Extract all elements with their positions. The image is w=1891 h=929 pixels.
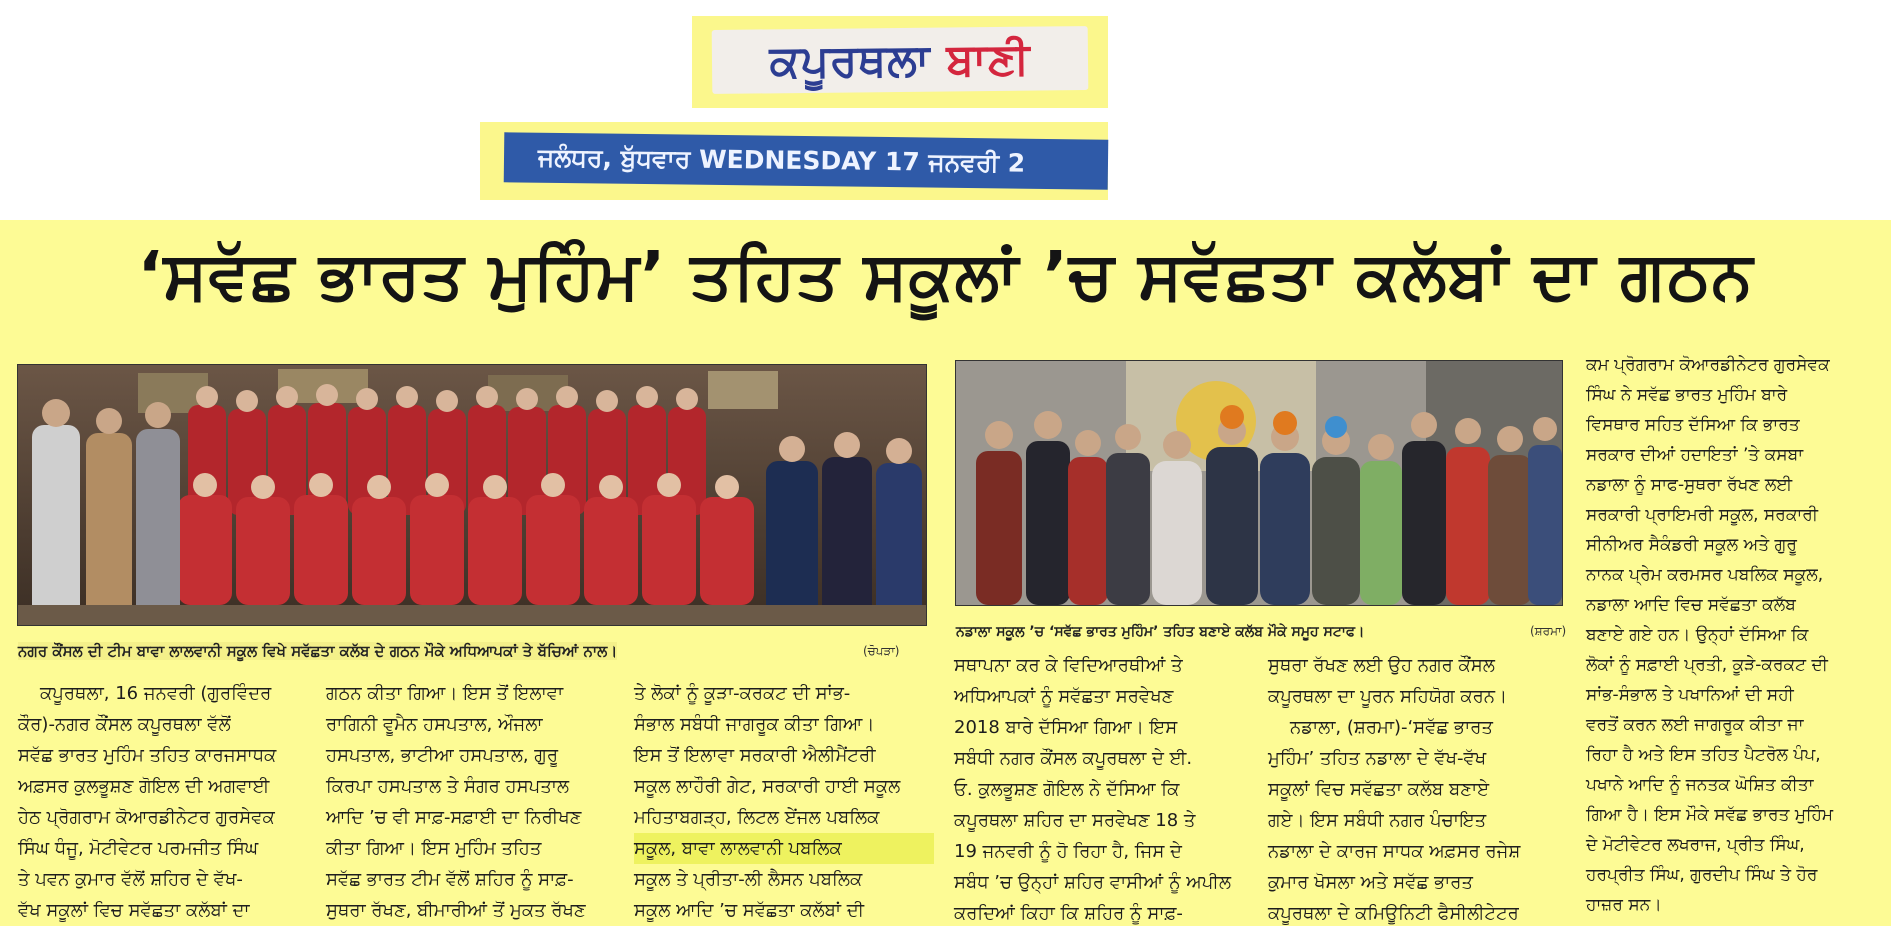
col5-line: ਕਪੂਰਥਲਾ ਦੇ ਕਮਿਊਨਿਟੀ ਫੈਸੀਲੀਟੇਟਰ xyxy=(1268,903,1519,924)
col6-line: ਬਣਾਏ ਗਏ ਹਨ। ਉਨ੍ਹਾਂ ਦੱਸਿਆ ਕਿ xyxy=(1586,625,1809,645)
masthead-part2: ਬਾਣੀ xyxy=(946,33,1031,86)
col6-line: ਗਿਆ ਹੈ। ਇਸ ਮੌਕੇ ਸਵੱਛ ਭਾਰਤ ਮੁਹਿੰਮ xyxy=(1586,805,1834,825)
col1-line: ਹੇਠ ਪ੍ਰੋਗਰਾਮ ਕੋਆਰਡੀਨੇਟਰ ਗੁਰਸੇਵਕ xyxy=(18,807,275,828)
col6-line: ਦੇ ਮੋਟੀਵੇਟਰ ਲਖਰਾਜ, ਪ੍ਰੀਤ ਸਿੰਘ, xyxy=(1586,835,1805,855)
col5-line: ਨਡਾਲਾ, (ਸ਼ਰਮਾ)-‘ਸਵੱਛ ਭਾਰਤ xyxy=(1290,717,1493,738)
col1-line: ਸਿੰਘ ਧੰਜੂ, ਮੋਟੀਵੇਟਰ ਪਰਮਜੀਤ ਸਿੰਘ xyxy=(18,838,259,859)
col5-line: ਕਪੂਰਥਲਾ ਦਾ ਪੂਰਨ ਸਹਿਯੋਗ ਕਰਨ। xyxy=(1268,686,1508,707)
col4-line: ਸਬੰਧੀ ਨਗਰ ਕੌਂਸਲ ਕਪੂਰਥਲਾ ਦੇ ਈ. xyxy=(954,748,1193,769)
col1-line: ਸਵੱਛ ਭਾਰਤ ਮੁਹਿੰਮ ਤਹਿਤ ਕਾਰਜਸਾਧਕ xyxy=(18,745,277,766)
col1-line: ਕੌਰ)-ਨਗਰ ਕੌਂਸਲ ਕਪੂਰਥਲਾ ਵੱਲੋਂ xyxy=(18,714,231,735)
col6-line: ਵਿਸਥਾਰ ਸਹਿਤ ਦੱਸਿਆ ਕਿ ਭਾਰਤ xyxy=(1586,415,1800,435)
col6-line: ਨਡਾਲਾ ਨੂੰ ਸਾਫ-ਸੁਥਰਾ ਰੱਖਣ ਲਈ xyxy=(1586,475,1793,495)
col4-line: ਅਧਿਆਪਕਾਂ ਨੂੰ ਸਵੱਛਤਾ ਸਰਵੇਖਣ xyxy=(954,686,1174,707)
photo1-caption: ਨਗਰ ਕੌਂਸਲ ਦੀ ਟੀਮ ਬਾਵਾ ਲਾਲਵਾਨੀ ਸਕੂਲ ਵਿਖੇ ਸਵੱਛਤਾ ਕਲੱਬ ਦੇ ਗਠਨ ਮੌਕੇ ਅਧਿਆਪਕਾਂ ਤੇ ਬੱਚਿਆਂ ਨਾਲ। xyxy=(18,642,618,660)
col5-line: ਮੁਹਿੰਮ’ ਤਹਿਤ ਨਡਾਲਾ ਦੇ ਵੱਖ-ਵੱਖ xyxy=(1268,748,1487,769)
col4-line: ਕਰਦਿਆਂ ਕਿਹਾ ਕਿ ਸ਼ਹਿਰ ਨੂੰ ਸਾਫ਼- xyxy=(954,903,1183,924)
article-column-6 xyxy=(1586,350,1882,920)
col6-line: ਪਖਾਨੇ ਆਦਿ ਨੂੰ ਜਨਤਕ ਘੋਸ਼ਿਤ ਕੀਤਾ xyxy=(1586,775,1814,795)
col4-line: ਕਪੂਰਥਲਾ ਸ਼ਹਿਰ ਦਾ ਸਰਵੇਖਣ 18 ਤੇ xyxy=(954,810,1196,831)
col3-line: ਸਕੂਲ ਲਾਹੌਰੀ ਗੇਟ, ਸਰਕਾਰੀ ਹਾਈ ਸਕੂਲ xyxy=(634,776,901,797)
col3-line: ਸੰਭਾਲ ਸਬੰਧੀ ਜਾਗਰੂਕ ਕੀਤਾ ਗਿਆ। xyxy=(634,714,875,735)
article-column-5 xyxy=(1268,650,1562,929)
col5-line: ਕੁਮਾਰ ਖੋਸਲਾ ਅਤੇ ਸਵੱਛ ਭਾਰਤ xyxy=(1268,872,1473,893)
col6-line: ਕਮ ਪ੍ਰੋਗਰਾਮ ਕੋਆਰਡੀਨੇਟਰ ਗੁਰਸੇਵਕ xyxy=(1586,355,1830,375)
col3-line: ਸਕੂਲ, ਬਾਵਾ ਲਾਲਵਾਨੀ ਪਬਲਿਕ xyxy=(634,833,934,864)
col5-line: ਸੁਥਰਾ ਰੱਖਣ ਲਈ ਉਹ ਨਗਰ ਕੌਂਸਲ xyxy=(1268,655,1495,676)
col1-line: ਅਫ਼ਸਰ ਕੁਲਭੂਸ਼ਣ ਗੋਇਲ ਦੀ ਅਗਵਾਈ xyxy=(18,776,270,797)
col6-line: ਨਡਾਲਾ ਆਦਿ ਵਿਚ ਸਵੱਛਤਾ ਕਲੱਬ xyxy=(1586,595,1796,615)
photo2-credit: (ਸ਼ਰਮਾ) xyxy=(1530,624,1567,638)
col2-line: ਸਵੱਛ ਭਾਰਤ ਟੀਮ ਵੱਲੋਂ ਸ਼ਹਿਰ ਨੂੰ ਸਾਫ਼- xyxy=(326,869,574,890)
col6-line: ਹਰਪ੍ਰੀਤ ਸਿੰਘ, ਗੁਰਦੀਪ ਸਿੰਘ ਤੇ ਹੋਰ xyxy=(1586,865,1818,885)
article-column-1 xyxy=(18,678,314,926)
dateline-strip xyxy=(480,122,1108,200)
masthead-part1: ਕਪੂਰਥਲਾ xyxy=(769,34,931,87)
col3-line: ਸਕੂਲ ਆਦਿ ’ਚ ਸਵੱਛਤਾ ਕਲੱਬਾਂ ਦੀ xyxy=(634,900,865,921)
col2-line: ਗਠਨ ਕੀਤਾ ਗਿਆ। ਇਸ ਤੋਂ ਇਲਾਵਾ xyxy=(326,683,564,704)
col3-line: ਤੇ ਲੋਕਾਂ ਨੂੰ ਕੂੜਾ-ਕਰਕਟ ਦੀ ਸਾਂਭ- xyxy=(634,683,851,704)
col2-line: ਸੁਥਰਾ ਰੱਖਣ, ਬੀਮਾਰੀਆਂ ਤੋਂ ਮੁਕਤ ਰੱਖਣ xyxy=(326,900,586,921)
col1-line: ਤੇ ਪਵਨ ਕੁਮਾਰ ਵੱਲੋਂ ਸ਼ਹਿਰ ਦੇ ਵੱਖ- xyxy=(18,869,243,890)
col3-line: ਇਸ ਤੋਂ ਇਲਾਵਾ ਸਰਕਾਰੀ ਐਲੀਮੈਂਟਰੀ xyxy=(634,745,876,766)
col4-line: ਸਬੰਧ ’ਚ ਉਨ੍ਹਾਂ ਸ਼ਹਿਰ ਵਾਸੀਆਂ ਨੂੰ ਅਪੀਲ xyxy=(954,872,1231,893)
photo1-credit: (ਚੋਪੜਾ) xyxy=(863,644,900,658)
photo2-caption: ਨਡਾਲਾ ਸਕੂਲ ’ਚ ‘ਸਵੱਛ ਭਾਰਤ ਮੁਹਿੰਮ’ ਤਹਿਤ ਬਣਾਏ ਕਲੱਬ ਮੌਕੇ ਸਮੂਹ ਸਟਾਫ। xyxy=(956,624,1365,640)
col6-line: ਵਰਤੋਂ ਕਰਨ ਲਈ ਜਾਗਰੂਕ ਕੀਤਾ ਜਾ xyxy=(1586,715,1804,735)
col6-line: ਹਾਜ਼ਰ ਸਨ। xyxy=(1586,895,1662,915)
col5-line: ਸਕੂਲਾਂ ਵਿਚ ਸਵੱਛਤਾ ਕਲੱਬ ਬਣਾਏ xyxy=(1268,779,1490,800)
masthead-logo xyxy=(712,26,1089,94)
col6-line: ਰਿਹਾ ਹੈ ਅਤੇ ਇਸ ਤਹਿਤ ਪੈਟਰੋਲ ਪੰਪ, xyxy=(1586,745,1821,765)
col5-line: ਨਡਾਲਾ ਦੇ ਕਾਰਜ ਸਾਧਕ ਅਫ਼ਸਰ ਰਜੇਸ਼ xyxy=(1268,841,1521,862)
col6-line: ਲੋਕਾਂ ਨੂੰ ਸਫ਼ਾਈ ਪ੍ਰਤੀ, ਕੂੜੇ-ਕਰਕਟ ਦੀ xyxy=(1586,655,1828,675)
col6-line: ਨਾਨਕ ਪ੍ਰੇਮ ਕਰਮਸਰ ਪਬਲਿਕ ਸਕੂਲ, xyxy=(1586,565,1824,585)
col6-line: ਸਰਕਾਰੀ ਪ੍ਰਾਇਮਰੀ ਸਕੂਲ, ਸਰਕਾਰੀ xyxy=(1586,505,1818,525)
col6-line: ਸੀਨੀਅਰ ਸੈਕੰਡਰੀ ਸਕੂਲ ਅਤੇ ਗੁਰੂ xyxy=(1586,535,1797,555)
col2-line: ਹਸਪਤਾਲ, ਭਾਟੀਆ ਹਸਪਤਾਲ, ਗੁਰੂ xyxy=(326,745,558,766)
col3-line: ਮਹਿਤਾਬਗੜ੍ਹ, ਲਿਟਲ ਏਂਜਲ ਪਬਲਿਕ xyxy=(634,807,880,828)
photo-school-club xyxy=(17,364,927,626)
col2-line: ਕੀਤਾ ਗਿਆ। ਇਸ ਮੁਹਿੰਮ ਤਹਿਤ xyxy=(326,838,542,859)
col6-line: ਸਿੰਘ ਨੇ ਸਵੱਛ ਭਾਰਤ ਮੁਹਿੰਮ ਬਾਰੇ xyxy=(1586,385,1788,405)
photo-nadala-staff-image xyxy=(956,361,1562,605)
masthead xyxy=(692,16,1108,108)
col4-line: 2018 ਬਾਰੇ ਦੱਸਿਆ ਗਿਆ। ਇਸ xyxy=(954,717,1178,738)
col4-line: ਸਥਾਪਨਾ ਕਰ ਕੇ ਵਿਦਿਆਰਥੀਆਂ ਤੇ xyxy=(954,655,1183,676)
photo-school-club-image xyxy=(18,365,926,625)
col2-line: ਆਦਿ ’ਚ ਵੀ ਸਾਫ਼-ਸਫ਼ਾਈ ਦਾ ਨਿਰੀਖਣ xyxy=(326,807,582,828)
col2-line: ਰਾਗਿਨੀ ਵੂਮੈਨ ਹਸਪਤਾਲ, ਔਜਲਾ xyxy=(326,714,543,735)
col1-line: ਕਪੂਰਥਲਾ, 16 ਜਨਵਰੀ (ਗੁਰਵਿੰਦਰ xyxy=(40,683,272,704)
headline: ‘ਸਵੱਛ ਭਾਰਤ ਮੁਹਿੰਮ’ ਤਹਿਤ ਸਕੂਲਾਂ ’ਚ ਸਵੱਛਤਾ ਕਲੱਬਾਂ ਦਾ ਗਠਨ xyxy=(137,237,1754,314)
photo-nadala-staff xyxy=(955,360,1563,606)
col6-line: ਸਾਂਭ-ਸੰਭਾਲ ਤੇ ਪਖਾਨਿਆਂ ਦੀ ਸਹੀ xyxy=(1586,685,1794,705)
col4-line: 19 ਜਨਵਰੀ ਨੂੰ ਹੋ ਰਿਹਾ ਹੈ, ਜਿਸ ਦੇ xyxy=(954,841,1182,862)
article-column-3 xyxy=(634,678,934,926)
col6-line: ਸਰਕਾਰ ਦੀਆਂ ਹਦਾਇਤਾਂ ’ਤੇ ਕਸਬਾ xyxy=(1586,445,1804,465)
col5-line: ਗਏ। ਇਸ ਸਬੰਧੀ ਨਗਰ ਪੰਚਾਇਤ xyxy=(1268,810,1487,831)
article-column-2 xyxy=(326,678,622,926)
col2-line: ਕਿਰਪਾ ਹਸਪਤਾਲ ਤੇ ਸੰਗਰ ਹਸਪਤਾਲ xyxy=(326,776,570,797)
col4-line: ਓ. ਕੁਲਭੂਸ਼ਣ ਗੋਇਲ ਨੇ ਦੱਸਿਆ ਕਿ xyxy=(954,779,1180,800)
news-clipping xyxy=(0,220,1891,926)
dateline: ਜਲੰਧਰ, ਬੁੱਧਵਾਰ WEDNESDAY 17 ਜਨਵਰੀ 2 xyxy=(504,132,1109,189)
col1-line: ਵੱਖ ਸਕੂਲਾਂ ਵਿਚ ਸਵੱਛਤਾ ਕਲੱਬਾਂ ਦਾ xyxy=(18,900,250,921)
col3-line: ਸਕੂਲ ਤੇ ਪ੍ਰੀਤਾ-ਲੀ ਲੈਸਨ ਪਬਲਿਕ xyxy=(634,869,863,890)
article-column-4 xyxy=(954,650,1252,929)
